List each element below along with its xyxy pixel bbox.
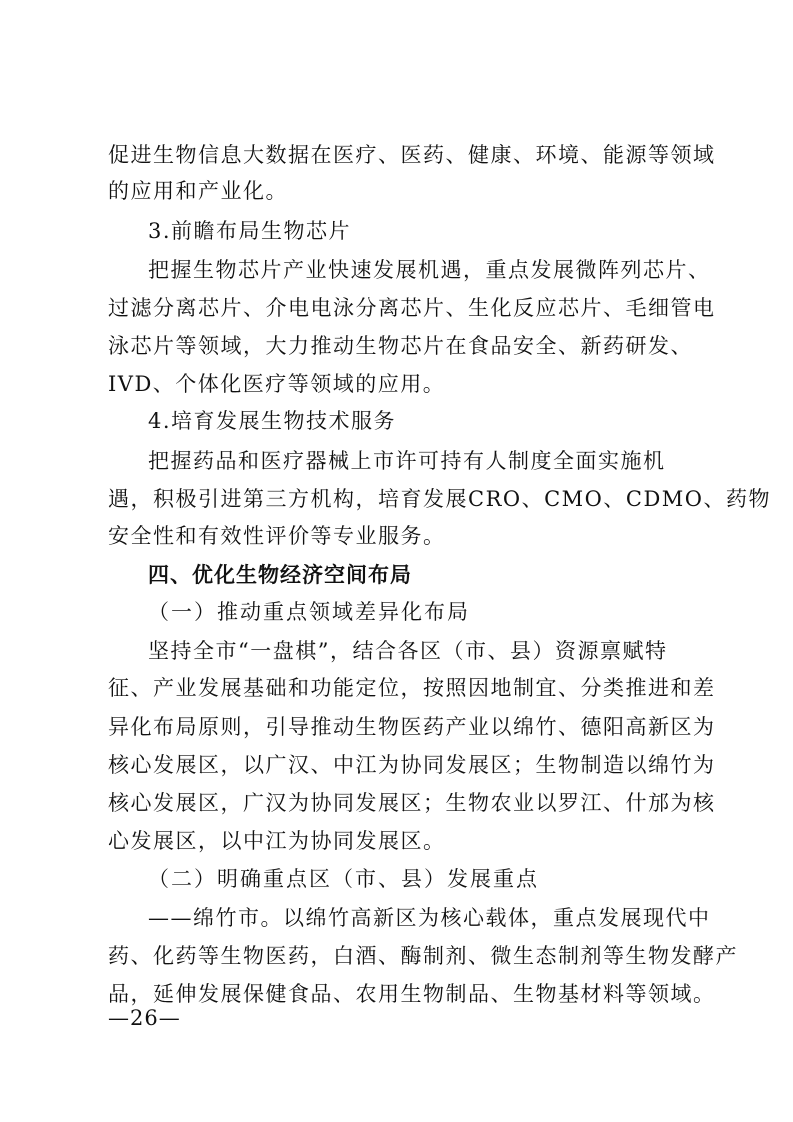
page-number: —26— — [108, 1006, 181, 1030]
section-heading-3: 3.前瞻布局生物芯片 — [148, 219, 352, 243]
body-text-line: IVD、个体化医疗等领域的应用。 — [108, 372, 446, 396]
body-text-line: 核心发展区，以广汉、中江为协同发展区；生物制造以绵竹为 — [108, 753, 716, 777]
body-text-line: 的应用和产业化。 — [108, 179, 288, 203]
body-text-line: 坚持全市“一盘棋”，结合各区（市、县）资源禀赋特 — [148, 639, 668, 663]
body-text-line: 核心发展区，广汉为协同发展区；生物农业以罗江、什邡为核 — [108, 791, 716, 815]
body-text-line: 泳芯片等领域，大力推动生物芯片在食品安全、新药研发、 — [108, 334, 693, 358]
body-text-line: 遇，积极引进第三方机构，培育发展CRO、CMO、CDMO、药物 — [108, 487, 772, 511]
body-text-line: 促进生物信息大数据在医疗、医药、健康、环境、能源等领域 — [108, 143, 716, 167]
body-text-line: 过滤分离芯片、介电电泳分离芯片、生化反应芯片、毛细管电 — [108, 296, 716, 320]
body-text-line: 把握生物芯片产业快速发展机遇，重点发展微阵列芯片、 — [148, 258, 711, 282]
body-text-line: 征、产业发展基础和功能定位，按照因地制宜、分类推进和差 — [108, 676, 716, 700]
body-text-line: 药、化药等生物医药，白酒、酶制剂、微生态制剂等生物发酵产 — [108, 944, 738, 968]
subsection-heading-2: （二）明确重点区（市、县）发展重点 — [148, 867, 539, 891]
body-text-line: ——绵竹市。以绵竹高新区为核心载体，重点发展现代中 — [148, 906, 711, 930]
section-heading-4: 4.培育发展生物技术服务 — [148, 409, 397, 433]
body-text-line: 异化布局原则，引导推动生物医药产业以绵竹、德阳高新区为 — [108, 715, 716, 739]
body-text-line: 安全性和有效性评价等专业服务。 — [108, 524, 446, 548]
subsection-heading-1: （一）推动重点领域差异化布局 — [148, 600, 470, 624]
body-text-line: 把握药品和医疗器械上市许可持有人制度全面实施机 — [148, 449, 666, 473]
body-text-line: 品，延伸发展保健食品、农用生物制品、生物基材料等领域。 — [108, 982, 716, 1006]
chapter-heading: 四、优化生物经济空间布局 — [148, 563, 412, 587]
body-text-line: 心发展区，以中江为协同发展区。 — [108, 829, 446, 853]
